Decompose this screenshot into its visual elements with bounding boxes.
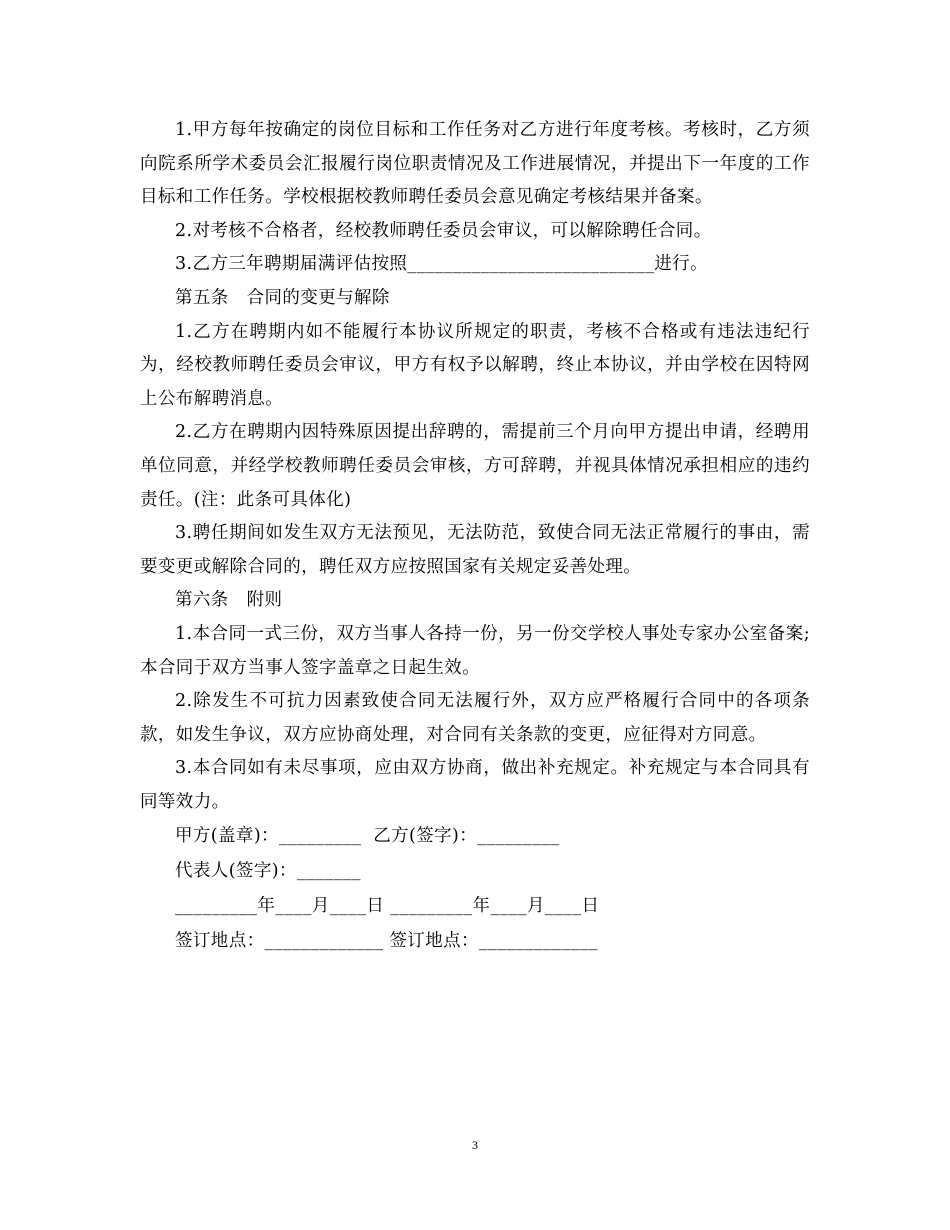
article-five-clause-3: 3.聘任期间如发生双方无法预见，无法防范，致使合同无法正常履行的事由，需要变更或解除合同的，聘任双方应按照国家有关规定妥善处理。 [140,523,810,577]
article-six-clause-3: 3.本合同如有未尽事项，应由双方协商，做出补充规定。补充规定与本合同具有同等效力。 [140,758,810,812]
page-number: 3 [472,1138,478,1152]
article-five-heading: 第五条 合同的变更与解除 [175,287,390,308]
article-six-clause-2: 2.除发生不可抗力因素致使合同无法履行外，双方应严格履行合同中的各项条款，如发生争议，双方应协商处理，对合同有关条款的变更，应征得对方同意。 [140,691,810,745]
document-body [140,114,810,959]
assessment-clause-1: 1.甲方每年按确定的岗位目标和工作任务对乙方进行年度考核。考核时，乙方须向院系所学术委员会汇报履行岗位职责情况及工作进展情况，并提出下一年度的工作目标和工作任务。学校根据校教师聘任委员会意见确定考核结果并备案。 [140,120,810,208]
article-six-heading: 第六条 附则 [175,590,283,611]
signature-party-line: 甲方(盖章)：_________ 乙方(签字)：_________ [175,826,560,847]
signature-representative-line: 代表人(签字)：_______ [175,861,361,882]
signature-location-line: 签订地点：_____________ 签订地点：_____________ [175,931,598,952]
article-five-clause-1: 1.乙方在聘期内如不能履行本协议所规定的职责，考核不合格或有违法违纪行为，经校教师聘任委员会审议，甲方有权予以解聘，终止本协议，并由学校在因特网上公布解聘消息。 [140,321,810,409]
signature-date-line: _________年____月____日 _________年____月____日 [175,896,600,917]
assessment-clause-2: 2.对考核不合格者，经校教师聘任委员会审议，可以解除聘任合同。 [175,220,712,241]
assessment-clause-3: 3.乙方三年聘期届满评估按照___________________________进行。 [175,254,709,275]
article-five-clause-2: 2.乙方在聘期内因特殊原因提出辞聘的，需提前三个月向甲方提出申请，经聘用单位同意，并经学校教师聘任委员会审核，方可辞聘，并视具体情况承担相应的违约责任。(注：此条可具体化) [140,422,810,510]
article-six-clause-1: 1.本合同一式三份，双方当事人各持一份，另一份交学校人事处专家办公室备案;本合同于双方当事人签字盖章之日起生效。 [140,623,810,678]
